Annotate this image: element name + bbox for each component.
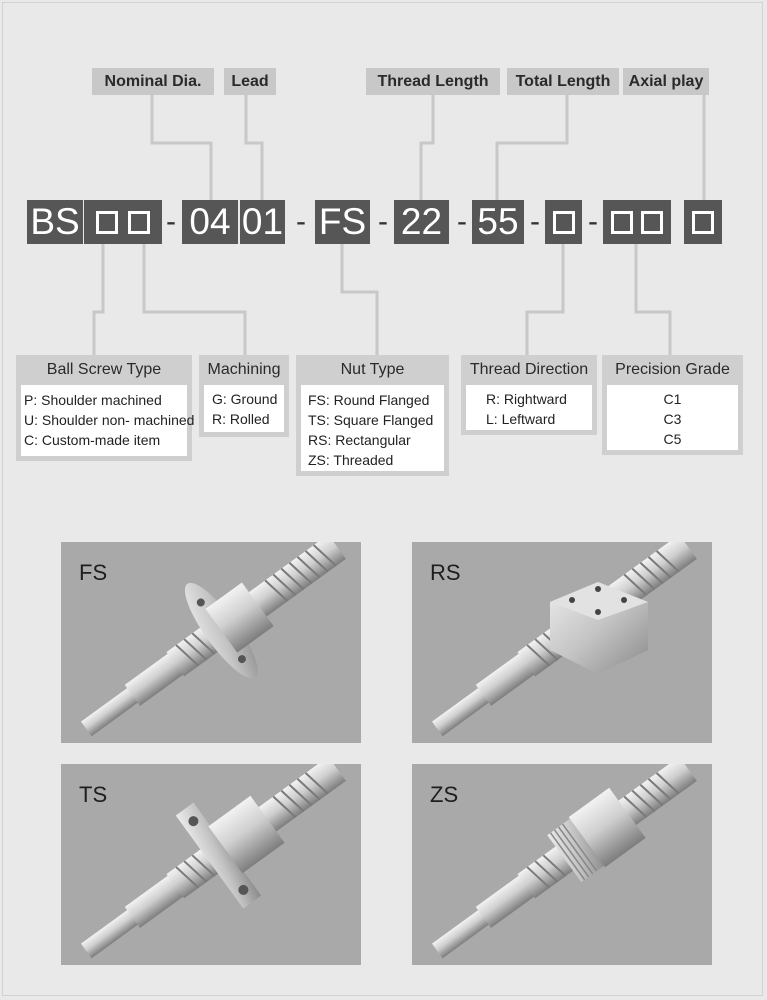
code-ball-screw-type-machining — [84, 200, 162, 244]
card-title: Machining — [207, 361, 281, 378]
list-item: ZS: Threaded — [308, 452, 394, 468]
code-separator: - — [530, 205, 540, 238]
code-separator: - — [296, 205, 306, 238]
placeholder-box-icon — [611, 211, 633, 234]
lead-label: Lead — [224, 68, 276, 95]
rs-product-panel — [412, 542, 712, 743]
list-item: C1 — [663, 391, 682, 407]
thread-direction-card — [461, 355, 597, 435]
list-item: P: Shoulder machined — [24, 392, 162, 408]
list-item: R: Rolled — [212, 411, 270, 427]
code-separator: - — [588, 205, 598, 238]
placeholder-box-icon — [128, 211, 150, 234]
panel-label: TS — [79, 782, 108, 807]
list-item: U: Shoulder non- machined — [24, 412, 195, 428]
card-title: Ball Screw Type — [46, 361, 162, 378]
machining-card — [199, 355, 289, 437]
code-total-length: 55 — [472, 200, 524, 244]
list-item: FS: Round Flanged — [308, 392, 430, 408]
code-axial-play — [684, 200, 722, 244]
code-prefix: BS — [27, 200, 83, 244]
code-separator: - — [457, 205, 467, 238]
precision-grade-card — [602, 355, 743, 455]
axial-play-label: Axial play — [623, 68, 709, 95]
list-item: G: Ground — [212, 391, 278, 407]
list-item: R: Rightward — [486, 391, 567, 407]
code-separator: - — [166, 205, 176, 238]
list-item: L: Leftward — [486, 411, 556, 427]
placeholder-box-icon — [96, 211, 118, 234]
nut-type-card — [296, 355, 449, 476]
card-title: Precision Grade — [615, 361, 730, 378]
list-item: TS: Square Flanged — [308, 412, 434, 428]
code-separator: - — [378, 205, 388, 238]
panel-label: RS — [430, 560, 461, 585]
panel-label: ZS — [430, 782, 459, 807]
code-lead: 01 — [241, 201, 284, 242]
code-nut-type: FS — [315, 200, 370, 244]
placeholder-box-icon — [641, 211, 663, 234]
code-thread-direction — [545, 200, 582, 244]
thread-length-label: Thread Length — [366, 68, 500, 95]
nominal-dia-label: Nominal Dia. — [92, 68, 214, 95]
code-thread-length: 22 — [394, 200, 449, 244]
placeholder-box-icon — [692, 211, 714, 234]
list-item: C: Custom-made item — [24, 432, 161, 448]
ts-product-panel — [61, 764, 361, 965]
fs-product-panel — [61, 542, 361, 743]
code-nominal-dia: 04 — [182, 200, 238, 244]
ball-screw-type-card — [16, 355, 195, 461]
list-item: RS: Rectangular — [308, 432, 411, 448]
list-item: C5 — [663, 431, 682, 447]
code-precision-grade — [603, 200, 671, 244]
card-title: Nut Type — [340, 361, 405, 378]
placeholder-box-icon — [553, 211, 575, 234]
total-length-label: Total Length — [507, 68, 619, 95]
zs-product-panel — [412, 764, 712, 965]
panel-label: FS — [79, 560, 108, 585]
card-title: Thread Direction — [469, 361, 589, 378]
list-item: C3 — [663, 411, 682, 427]
